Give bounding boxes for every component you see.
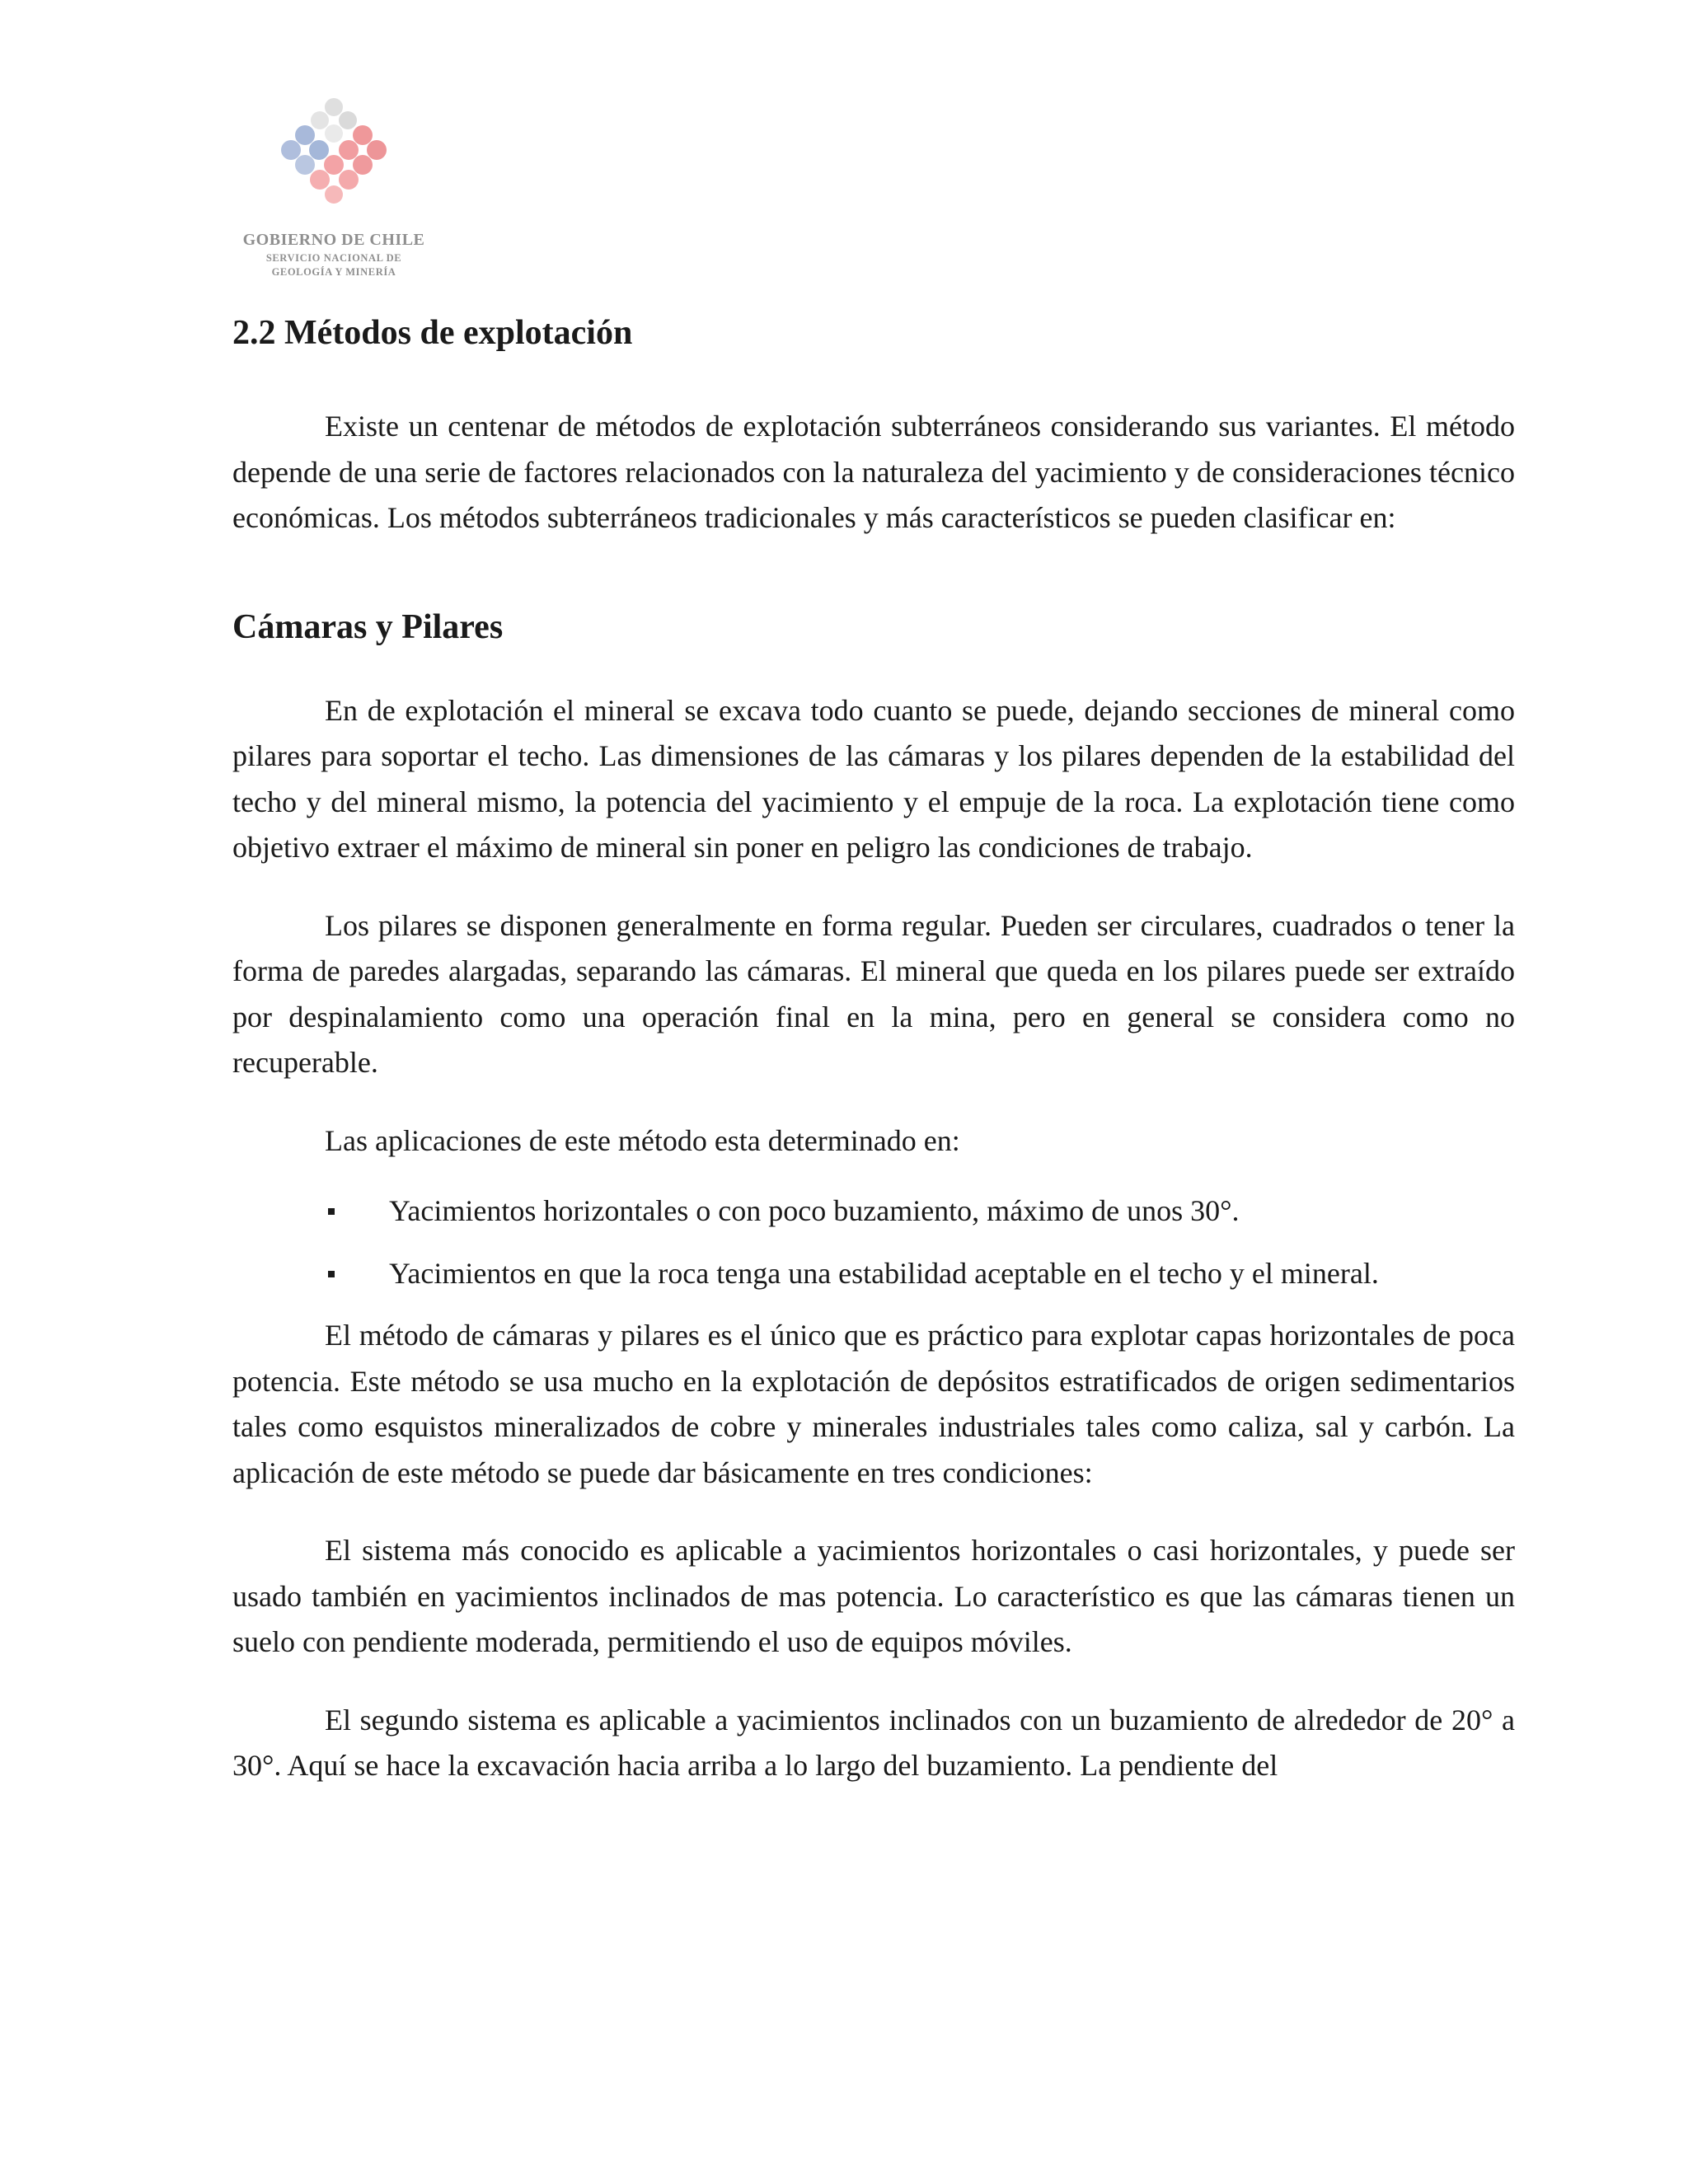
list-item xyxy=(232,1188,1515,1235)
square-bullet-icon xyxy=(328,1271,335,1277)
logo xyxy=(231,89,437,287)
logo-line-servicio: SERVICIO NACIONAL DE xyxy=(265,252,402,264)
paragraph-1: En de explotación el mineral se excava todo cuanto se puede, dejando secciones de mineral como pilares para soportar el techo. Las dimensiones de las cámaras y los pilares dependen de la estabilidad del techo y del mineral mismo, la potencia del yacimiento y el empuje de la roca. La explotación tiene como objetivo extraer el máximo de mineral sin poner en peligro las condiciones de trabajo. xyxy=(232,693,1515,864)
paragraph-5: El segundo sistema es aplicable a yacimientos inclinados con un buzamiento de alrededor de 20° a 30°. Aquí se hace la excavación hacia arriba a lo largo del buzamiento. La pendiente del xyxy=(232,1703,1515,1782)
list-item-text: Yacimientos horizontales o con poco buzamiento, máximo de unos 30°. xyxy=(389,1194,1240,1227)
list-item-text: Yacimientos en que la roca tenga una estabilidad aceptable en el techo y el mineral. xyxy=(389,1256,1379,1290)
logo-line-geologia: GEOLOGÍA Y MINERÍA xyxy=(271,266,396,278)
list-item xyxy=(232,1251,1515,1297)
applications-list xyxy=(232,1188,1515,1296)
section-title: 2.2 Métodos de explotación xyxy=(232,314,633,352)
logo-line-gobierno: GOBIERNO DE CHILE xyxy=(242,231,425,249)
paragraph-4: El sistema más conocido es aplicable a yacimientos horizontales o casi horizontales, y puede ser usado también en yacimientos inclinados de mas potencia. Lo característico es que las cámaras tienen un suelo con pendiente moderada, permitiendo el uso de equipos móviles. xyxy=(232,1534,1515,1658)
list-intro: Las aplicaciones de este método esta determinado en: xyxy=(325,1123,960,1157)
intro-paragraph: Existe un centenar de métodos de explotación subterráneos considerando sus variantes. El método depende de una serie de factores relacionados con la naturaleza del yacimiento y de consideraciones técnico económicas. Los métodos subterráneos tradicionales y más característicos se pueden clasificar en: xyxy=(232,410,1515,534)
document-body xyxy=(232,310,1515,1789)
square-bullet-icon xyxy=(328,1208,335,1215)
paragraph-2: Los pilares se disponen generalmente en forma regular. Pueden ser circulares, cuadrados o tener la forma de paredes alargadas, separando las cámaras. El mineral que queda en los pilares puede ser extraído por despinalamiento como una operación final en la mina, pero en general se considera como no recuperable. xyxy=(232,908,1515,1079)
logo-emblem-icon xyxy=(264,89,404,229)
subsection-title: Cámaras y Pilares xyxy=(232,607,504,646)
paragraph-3: El método de cámaras y pilares es el único que es práctico para explotar capas horizontales de poca potencia. Este método se usa mucho en la explotación de depósitos estratificados de origen sedimentarios tales como esquistos mineralizados de cobre y minerales industriales tales como caliza, sal y carbón. La aplicación de este método se puede dar básicamente en tres condiciones: xyxy=(232,1319,1515,1489)
